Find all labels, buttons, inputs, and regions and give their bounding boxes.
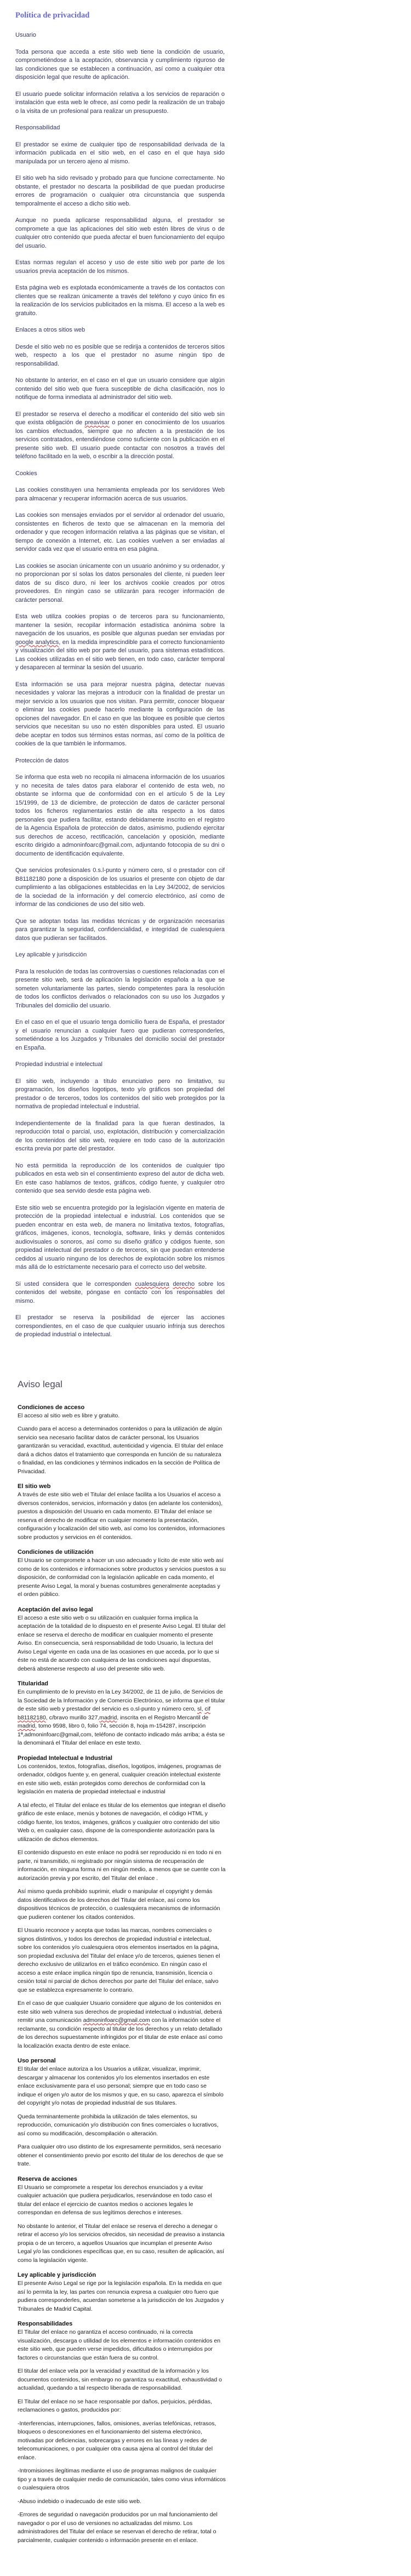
paragraph: Que se adoptan todas las medidas técnicas y de organización necesarias para garantizar la seguridad, confidencialidad, e integridad de cualesquiera datos que pudieran ser facilitados. — [15, 917, 225, 942]
paragraph: Que servicios profesionales 0.s.l-punto y número cero, sl o prestador con cif B81182180 pone a disposición de los usuarios el presente con objeto de dar cumplimiento a las obligaciones establecidas en la Ley 34/2002, de servicios de la sociedad de la información y del comercio electrónico, así como de informar de las condiciones de uso del sitio web. — [15, 867, 225, 908]
paragraph: El acceso al sitio web es libre y gratuito. — [18, 1412, 120, 1419]
section-heading: Reserva de acciones — [18, 2175, 77, 2182]
paragraph: El Usuario reconoce y acepta que todas las marcas, nombres comerciales o signos distintivos, y todos los derechos de propiedad industrial e intelectual, sobre los contenidos y/o cualesquiera otros elementos insertados en la página, son propiedad exclusiva del Titular del enlace y/o de terceros, quienes tienen el derecho exclusivo de utilizarlos en el tráfico económico. En ningún caso el acceso a este enlace implica ningún tipo de renuncia, transmisión, licencia o cesión total ni parcial de dichos derechos por parte del Titular del enlace, salvo que se establezca expresamente lo contrario. — [18, 1927, 220, 1993]
section-heading: Ley aplicable y jurisdicción — [18, 2272, 96, 2278]
privacy-policy-section — [0, 0, 225, 1340]
paragraph: -Interferencias, interrupciones, fallos, omisiones, averías telefónicas, retrasos, bloqueos o desconexiones en el funcionamiento del sistema electrónico, motivadas por deficiencias, sobrecargas y errores en las líneas y redes de telecomunicaciones, o por cualquier otra causa ajena al control del titular del enlace. — [18, 2420, 216, 2461]
paragraph: Las cookies constituyen una herramienta empleada por los servidores Web para almacenar y recuperar información acerca de sus usuarios. — [15, 487, 225, 502]
legal-notice-body — [18, 1404, 226, 2545]
paragraph: Así mismo queda prohibido suprimir, eludir o manipular el copyright y demás datos identificativos de los derechos del Titular del enlace, así como los dispositivos técnicos de protección, o cualesquiera mecanismos de información que pudieren contener los citados contenidos. — [18, 1888, 220, 1920]
paragraph: El prestador se exime de cualquier tipo de responsabilidad derivada de la información publicada en el sitio web, en el caso en el que haya sido manipulada por un tercero ajeno al mismo. — [15, 141, 225, 165]
spellcheck-underlined-word: cif b81182180 — [18, 1706, 210, 1721]
section-heading: Enlaces a otros sitios web — [15, 327, 85, 333]
paragraph: El Titular del enlace no garantiza el acceso continuado, ni la correcta visualización, descarga o utilidad de los elementos e información contenidos en este sitio web, que pueden verse impedidos, dificultados o interrumpidos por factores o circunstancias que están fuera de su control. — [18, 2329, 221, 2361]
section-heading: Cookies — [15, 470, 37, 477]
paragraph: A través de este sitio web el Titular del enlace facilita a los Usuarios el acceso a diversos contenidos, servicios, información y datos (en adelante los contenidos), puestos a disposición del Usuario en cada momento. El Titular del enlace se reserva el derecho de modificar en cualquier momento la presentación, configuración y localización del sitio web, así como los contenidos, informaciones sobre productos y servicios en él contenidos. — [18, 1491, 225, 1541]
paragraph: El contenido dispuesto en este enlace no podrá ser reproducido ni en todo ni en parte, ni transmitido, ni registrado por ningún sistema de recuperación de información, en ninguna forma ni en ningún medio, a menos que se cuente con la autorización previa y por escrito, del Titular del enlace . — [18, 1849, 226, 1882]
paragraph: Esta información se usa para mejorar nuestra página, detectar nuevas necesidades y valorar las mejoras a introducir con la finalidad de prestar un mejor servicio a los usuarios que nos visitan. Para permitir, conocer bloquear o eliminar las cookies puede hacerlo mediante la configuración de las opciones del navegador. En el caso en que las bloquee es posible que ciertos servicios que necesitan su uso no estén disponibles para usted. El usuario debe aceptar en todos sus términos estas normas, así como de la política de cookies de la que también le informamos. — [15, 681, 225, 747]
paragraph: El acceso a este sitio web o su utilización en cualquier forma implica la aceptación de la totalidad de lo dispuesto en el presente Aviso Legal. El titular del enlace se reserva el derecho de modificar en cualquier momento el presente Aviso. En consecuencia, será responsabilidad de todo Usuario, la lectura del Aviso Legal vigente en cada una de las ocasiones en que acceda, por lo que si éste no está de acuerdo con cualquiera de las condiciones aquí dispuestas, deberá abstenerse respecto al uso del presente sitio web. — [18, 1614, 226, 1672]
spellcheck-underlined-word: preavisar — [84, 419, 110, 426]
paragraph: Queda terminantemente prohibida la utilización de tales elementos, su reproducción, comunicación y/o distribución con fines comerciales o lucrativos, así como su modificación, descompilación o alteración. — [18, 2113, 219, 2137]
section-heading: Propiedad industrial e intelectual — [15, 1061, 102, 1068]
paragraph: Las cookies se asocian únicamente con un usuario anónimo y su ordenador, y no proporcionan por sí solas los datos personales del cliente, ni pueden leer datos de su disco duro, ni leer los archivos cookie creados por otros proveedores. En ningún caso se utilizarán para recoger información de carácter personal. — [15, 562, 225, 603]
paragraph: No obstante lo anterior, en el caso en el que un usuario considere que algún contenido del sitio web que fuera susceptible de dicha clasificación, nos lo notifique de forma inmediata al administrador del sitio web. — [15, 377, 225, 401]
privacy-policy-body — [15, 31, 225, 1340]
paragraph: Se informa que esta web no recopila ni almacena información de los usuarios y no necesita de tales datos para elaborar el contenido de esta web, no obstante se informa que de conformidad con en el artículo 5 de la Ley 15/1999, de 13 de diciembre, de protección de datos de carácter personal todos los ficheros reglamentarios están de alta respecto a los datos personales que pudiera facilitar, estando debidamente inscrito en el registro de la Agencia Española de protección de datos, asimismo, pudiendo ejercitar sus derechos de acceso, rectificación, cancelación y oposición, mediante escrito dirigido a admoninfoarc@gmail.com, adjuntando fotocopia de su dni o documento de identificación equivalente. — [15, 774, 225, 857]
paragraph: A tal efecto, el Titular del enlace es titular de los elementos que integran el diseño gráfico de este enlace, menús y botones de navegación, el código HTML y código fuente, los textos, imágenes, gráficos y cualquier otro contenido del sitio Web o, en cualquier caso, dispone de la correspondiente autorización para la utilización de dichos elementos. — [18, 1802, 226, 1843]
paragraph: El Usuario se compromete a respetar los derechos enunciados y a evitar cualquier actuación que pudiera perjudicarlos, reservándose en todo caso el titular del enlace el ejercicio de cuantos medios o acciones legales le correspondan en defensa de sus legítimos derechos e intereses. — [18, 2184, 212, 2216]
paragraph: Esta web utiliza cookies propias o de terceros para su funcionamiento, mantener la sesión, recopilar información estadística anónima sobre la navegación de los usuarios, es posible que algunas puedan ser enviadas por google analytics, en la medida imprescindible para el correcto funcionamiento y visualización del sitio web por parte del usuario, para sistemas estadísticos. Las cookies utilizadas en el sitio web tienen, en todo caso, carácter temporal y desaparecen al terminar la sesión del usuario. — [15, 613, 225, 671]
spellcheck-underlined-word: cualesquiera — [135, 1280, 169, 1287]
paragraph: El Titular del enlace no se hace responsable por daños, perjuicios, pérdidas, reclamaciones o gastos, producidos por: — [18, 2398, 212, 2413]
paragraph: El sitio web ha sido revisado y probado para que funcione correctamente. No obstante, el prestador no descarta la posibilidad de que puedan producirse errores de programación o cualquier otra circunstancia que suspenda temporalmente el acceso a dicho sitio web. — [15, 175, 225, 207]
section-heading: Responsabilidades — [18, 2321, 73, 2327]
paragraph: Para cualquier otro uso distinto de los expresamente permitidos, será necesario obtener el consentimiento previo por escrito del titular de los derechos de que se trate. — [18, 2144, 224, 2167]
paragraph: No está permitida la reproducción de los contenidos de cualquier tipo publicados en esta web sin el consentimiento expreso del autor de dicha web. En este caso hablamos de textos, gráficos, código fuente, y cualquier otro contenido que sea servido desde esta página web. — [15, 1162, 225, 1194]
section-heading: El sitio web — [18, 1483, 51, 1490]
paragraph: El prestador se reserva la posibilidad de ejercer las acciones correspondientes, en el caso de que cualquier usuario infrinja sus derechos de propiedad industrial o intelectual. — [15, 1314, 225, 1338]
paragraph: Este sitio web se encuentra protegido por la legislación vigente en materia de protección de la propiedad intelectual e industrial. Los contenidos que se pueden encontrar en esta web, de manera no limitativa textos, fotografías, gráficos, imágenes, iconos, tecnología, software, links y demás contenidos audiovisuales o sonoros, así como su diseño gráfico y códigos fuente, son propiedad intelectual del prestador o de terceros, sin que puedan entenderse cedidos al usuario ninguno de los derechos de explotación sobre los mismos más allá de lo estrictamente necesario para el correcto uso del website. — [15, 1204, 225, 1270]
spellcheck-underlined-word: google analytics — [15, 639, 59, 646]
spellcheck-underlined-word: madrid — [99, 1714, 117, 1721]
paragraph: Los contenidos, textos, fotografías, diseños, logotipos, imágenes, programas de ordenador, códigos fuente y, en general, cualquier creación intelectual existente en este sitio web, están protegidos como derechos de conformidad con la legislación en materia de propiedad intelectual e industrial — [18, 1763, 221, 1795]
section-heading: Ley aplicable y jurisdicción — [15, 951, 87, 958]
paragraph: Si usted considera que le corresponden cualesquiera derecho sobre los contenidos del website, póngase en contacto con los responsables del mismo. — [15, 1280, 225, 1304]
paragraph: El presente Aviso Legal se rige por la legislación española. En la medida en que así lo permita la ley, las partes con renuncia expresa a cualquier otro fuero que pudiera corresponderles, acuerdan someterse a la jurisdicción de los Juzgados y Tribunales de Madrid Capital. — [18, 2280, 224, 2312]
section-heading: Titularidad — [18, 1680, 49, 1687]
paragraph: El titular del enlace vela por la veracidad y exactitud de la información y los documentos contenidos, sin embargo no garantiza su exactitud, exhaustividad o actualidad, quedando a tal respecto liberada de responsabilidad. — [18, 2368, 222, 2391]
paragraph: Desde el sitio web no es posible que se redirija a contenidos de terceros sitios web, respecto a los que el prestador no asume ningún tipo de responsabilidad. — [15, 343, 225, 367]
legal-notice-section — [0, 1379, 226, 2545]
paragraph: Las cookies son mensajes enviados por el servidor al ordenador del usuario, consistentes en ficheros de texto que se almacenan en la memoria del ordenador y que recogen información relativa a las páginas que se visitan, el tiempo de conexión a Internet, etc. Las cookies vuelven a ser enviadas al servidor cada vez que el usuario entra en esa página. — [15, 512, 225, 552]
section-heading: Aceptación del aviso legal — [18, 1606, 93, 1613]
paragraph: -Intromisiones ilegítimas mediante el uso de programas malignos de cualquier tipo y a través de cualquier medio de comunicación, tales como virus informáticos o cualesquiera otros — [18, 2467, 226, 2491]
spellcheck-underlined-word: sl — [197, 1706, 202, 1712]
section-heading: Protección de datos — [15, 757, 69, 764]
paragraph: Para la resolución de todas las controversias o cuestiones relacionadas con el presente sitio web, será de aplicación la legislación española a la que se someten voluntariamente las partes, siendo competentes para la resolución de todos los conflictos derivados o relacionados con su uso los Juzgados y Tribunales del domicilio del usuario. — [15, 968, 225, 1009]
paragraph: -Abuso indebido o inadecuado de este sitio web. — [18, 2498, 141, 2505]
paragraph: Aunque no pueda aplicarse responsabilidad alguna, el prestador se compromete a que las aplicaciones del sitio web estén libres de virus o de cualquier otro contenido que pueda afectar el buen funcionamiento del equipo del usuario. — [15, 217, 225, 249]
paragraph: El prestador se reserva el derecho a modificar el contenido del sitio web sin que exista obligación de preavisar o poner en conocimiento de los usuarios los cambios efectuados, siempre que no afecten a la prestación de los servicios contratados, entendiéndose como suficiente con la publicación en el presente sitio web. El usuario puede contactar con nosotros a través del teléfono facilitado en la web, o escribir a la dirección postal. — [15, 411, 225, 460]
privacy-policy-title: Política de privacidad — [15, 11, 90, 20]
section-heading: Propiedad Intelectual e Industrial — [18, 1754, 112, 1762]
paragraph: No obstante lo anterior, el Titular del enlace se reserva el derecho a denegar o retirar el acceso y/o los servicios ofrecidos, sin necesidad de preaviso a instancia propia o de un tercero, a aquellos Usuarios que incumplan el presente Aviso Legal y/o las condiciones específicas que, en su caso, resulten de aplicación, así como la legislación vigente. — [18, 2222, 225, 2264]
paragraph: Estas normas regulan el acceso y uso de este sitio web por parte de los usuarios previa aceptación de los mismos. — [15, 259, 225, 275]
paragraph: En cumplimiento de lo previsto en la Ley 34/2002, de 11 de julio, de Servicios de la Sociedad de la Información y de Comercio Electrónico, se informa que el titular de este sitio web y prestador del servicio es o.sl-punto y número cero, sl, cif b81182180, c/bravo murillo 327,madrid, inscrita en el Registro Mercantil de madrid, tomo 9598, libro 0, folio 74, sección 8, hoja m-154287, inscripción 1ª,admoninfoarc@gmail,com, teléfono de contacto indicado más arriba; a ésta se la denominará el Titular del enlace en este texto. — [18, 1689, 225, 1746]
paragraph: Cuando para el acceso a determinados contenidos o para la utilización de algún servicio sea necesario facilitar datos de carácter personal, los Usuarios garantizarán su veracidad, exactitud, autenticidad y vigencia. El titular del enlace dará a dichos datos el tratamiento que corresponda en función de su naturaleza o finalidad, en las condiciones y términos indicados en la sección de Política de Privacidad. — [18, 1426, 224, 1475]
section-heading: Usuario — [15, 32, 36, 38]
paragraph: En el caso en el que el usuario tenga domicilio fuera de España, el prestador y el usuario renuncian a cualquier fuero que pudieran corresponderles, sometiéndose a los Juzgados y Tribunales del domicilio social del prestador en España. — [15, 1019, 225, 1051]
paragraph: El sitio web, incluyendo a título enunciativo pero no limitativo, su programación, los diseños logotipos, texto y/o gráficos son propiedad del prestador o de terceros, todos los contenidos del sitio web protegidos por la normativa de propiedad intelectual e industrial. — [15, 1078, 225, 1110]
section-heading: Responsabilidad — [15, 124, 60, 131]
paragraph: El Usuario se compromete a hacer un uso adecuado y lícito de este sitio web así como de los contenidos e informaciones sobre productos y servicios puestos a su disposición, de conformidad con la legislación aplicable en cada momento, el presente Aviso Legal, la moral y buenas costumbres generalmente aceptadas y el orden público. — [18, 1557, 226, 1598]
paragraph: El usuario puede solicitar información relativa a los servicios de reparación o instalación que esta web le ofrece, así como pedir la realización de un trabajo o la visita de un profesional para realizar un presupuesto. — [15, 90, 225, 115]
paragraph: El titular del enlace autoriza a los Usuarios a utilizar, visualizar, imprimir, descargar y almacenar los contenidos y/o los elementos insertados en este enlace exclusivamente para el uso personal; siempre que en todo caso se indique el origen y/o autor de los mismos y que, en su caso, aparezca el símbolo del copyright y/o notas de propiedad industrial de sus titulares. — [18, 2066, 224, 2106]
paragraph: Esta página web es explotada económicamente a través de los contactos con clientes que se realizan únicamente a través del teléfono y cuyo único fin es la realización de los servicios publicitados en la misma. El acceso a la web es gratuito. — [15, 284, 225, 317]
paragraph: -Errores de seguridad o navegación producidos por un mal funcionamiento del navegador o por el uso de versiones no actualizadas del mismo. Los administradores del Titular del enlace se reservan el derecho de retirar, total o parcialmente, cualquier contenido o información presente en el enlace. — [18, 2511, 218, 2544]
section-heading: Uso personal — [18, 2058, 56, 2064]
section-heading: Condiciones de acceso — [18, 1404, 85, 1411]
paragraph: En el caso de que cualquier Usuario considere que alguno de los contenidos en este sitio web vulnera sus derechos de propiedad intelectual o industrial, deberá remitir una comunicación admoninfoarc@gmail.com con la información sobre el reclamante, su condición respecto al titular de los derechos y un relato detallado de los derechos supuestamente infringidos por el titular de este enlace así como la localización exacta dentro de este enlace. — [18, 2000, 223, 2049]
paragraph: Toda persona que acceda a este sitio web tiene la condición de usuario, comprometiéndose a la aceptación, observancia y cumplimiento riguroso de las condiciones que se establecen a continuación, así como a cualquier otra disposición legal que resulte de aplicación. — [15, 48, 225, 81]
paragraph: Independientemente de la finalidad para la que fueran destinados, la reproducción total o parcial, uso, explotación, distribución y comercialización de los contenidos del sitio web, requiere en todo caso de la autorización escrita previa por parte del prestador. — [15, 1120, 225, 1152]
section-heading: Condiciones de utilización — [18, 1549, 94, 1555]
spellcheck-underlined-word: derecho — [173, 1280, 195, 1287]
legal-notice-title: Aviso legal — [18, 1378, 62, 1389]
spellcheck-underlined-word: admoninfoarc@gmail.com — [83, 2017, 150, 2024]
spellcheck-underlined-word: madrid — [18, 1723, 36, 1729]
